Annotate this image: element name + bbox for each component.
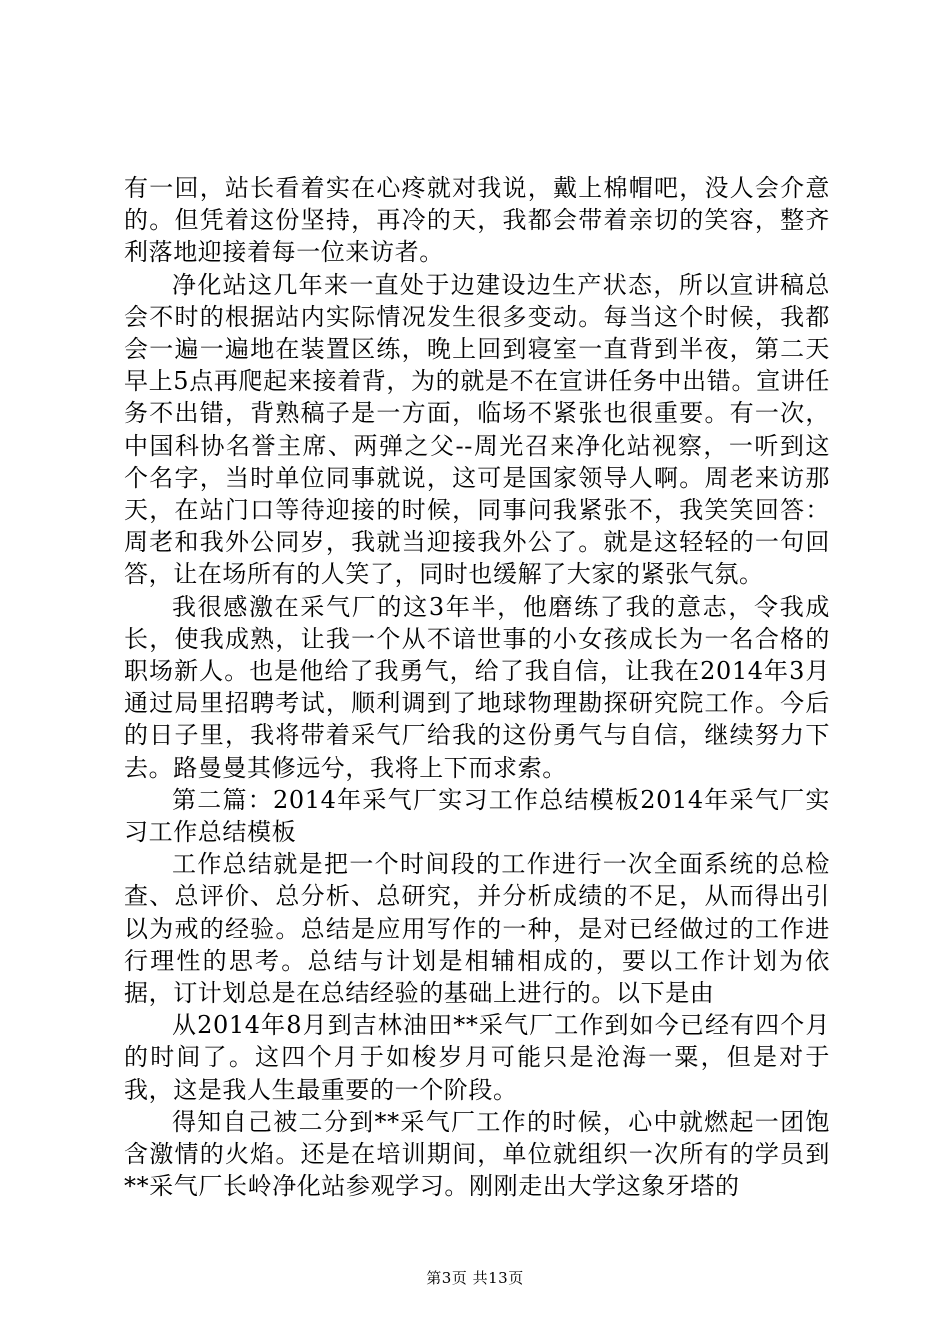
page-number-footer: 第3页 共13页 bbox=[426, 1269, 524, 1287]
paragraph-4: 工作总结就是把一个时间段的工作进行一次全面系统的总检查、总评价、总分析、总研究，并分析成绩的不足，从而得出引以为戒的经验。总结是应用写作的一种，是对已经做过的工作进行理性的思考。总结与计划是相辅相成的，要以工作计划为依据，订计划总是在总结经验的基础上进行的。以下是由 bbox=[124, 850, 830, 1008]
section-heading: 第二篇：2014年采气厂实习工作总结模板2014年采气厂实习工作总结模板 bbox=[124, 785, 830, 847]
paragraph-6: 得知自己被二分到**采气厂工作的时候，心中就燃起一团饱含激情的火焰。还是在培训期间，单位就组织一次所有的学员到**采气厂长岭净化站参观学习。刚刚走出大学这象牙塔的 bbox=[124, 1107, 830, 1201]
paragraph-3: 我很感激在采气厂的这3年半，他磨练了我的意志，令我成长，使我成熟，让我一个从不谙世事的小女孩成长为一名合格的职场新人。也是他给了我勇气，给了我自信，让我在2014年3月通过局里招聘考试，顺利调到了地球物理勘探研究院工作。今后的日子里，我将带着采气厂给我的这份勇气与自信，继续努力下去。路曼曼其修远兮，我将上下而求索。 bbox=[124, 592, 830, 782]
document-body bbox=[124, 172, 830, 1203]
paragraph-2: 净化站这几年来一直处于边建设边生产状态，所以宣讲稿总会不时的根据站内实际情况发生很多变动。每当这个时候，我都会一遍一遍地在装置区练，晚上回到寝室一直背到半夜，第二天早上5点再爬起来接着背，为的就是不在宣讲任务中出错。宣讲任务不出错，背熟稿子是一方面，临场不紧张也很重要。有一次，中国科协名誉主席、两弹之父--周光召来净化站视察，一听到这个名字，当时单位同事就说，这可是国家领导人啊。周老来访那天，在站门口等待迎接的时候，同事问我紧张不，我笑笑回答：周老和我外公同岁，我就当迎接我外公了。就是这轻轻的一句回答，让在场所有的人笑了，同时也缓解了大家的紧张气氛。 bbox=[124, 270, 830, 589]
paragraph-5: 从2014年8月到吉林油田**采气厂工作到如今已经有四个月的时间了。这四个月于如梭岁月可能只是沧海一粟，但是对于我，这是我人生最重要的一个阶段。 bbox=[124, 1011, 830, 1104]
paragraph-1: 有一回，站长看着实在心疼就对我说，戴上棉帽吧，没人会介意的。但凭着这份坚持，再冷的天，我都会带着亲切的笑容，整齐利落地迎接着每一位来访者。 bbox=[124, 174, 830, 267]
